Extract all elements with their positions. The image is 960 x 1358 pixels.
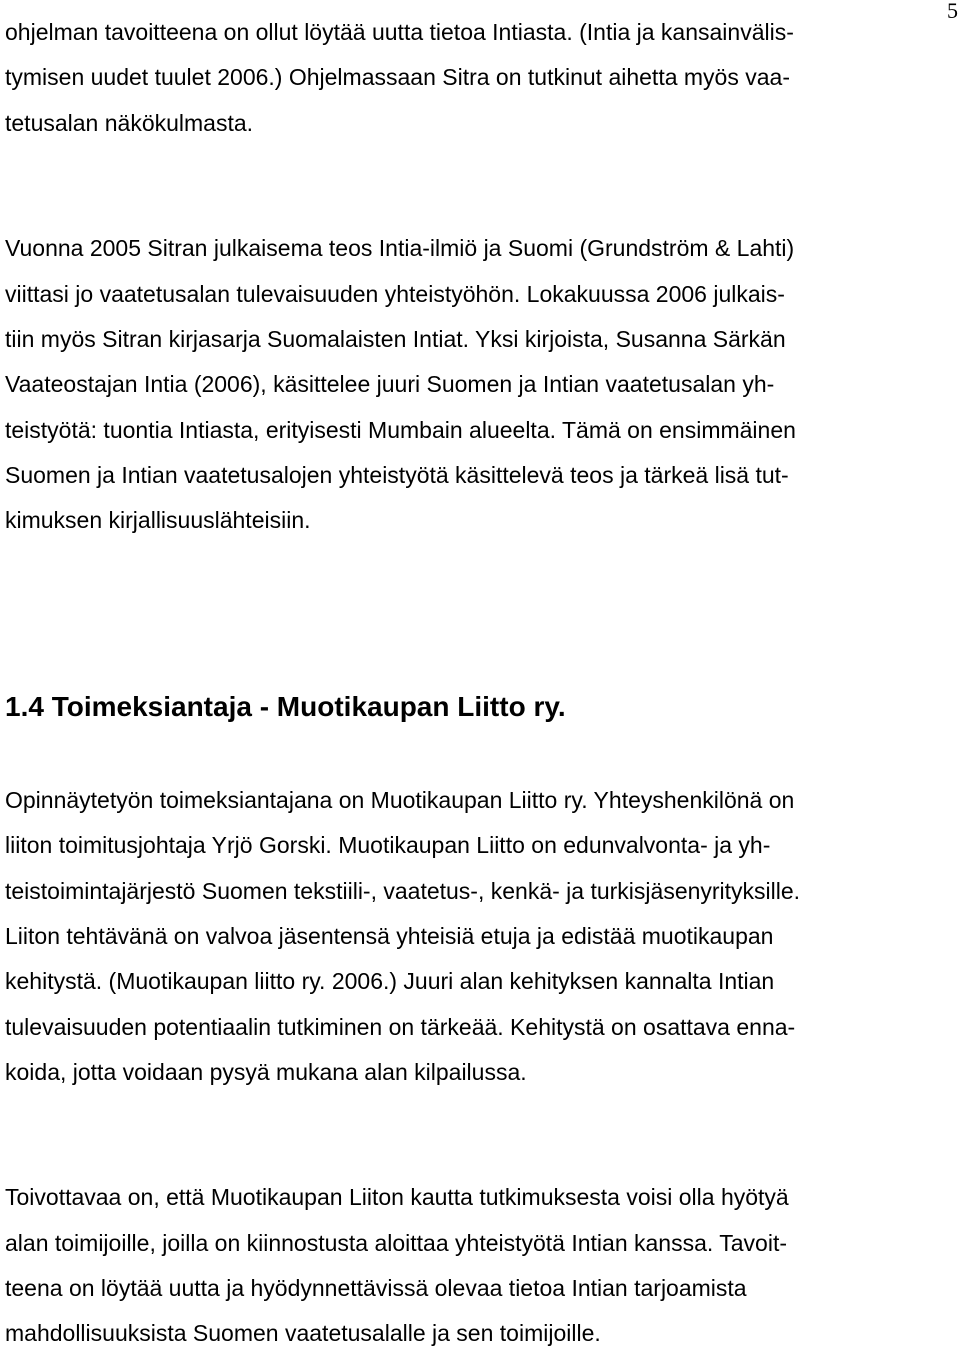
text-line: kehitystä. (Muotikaupan liitto ry. 2006.) Juuri alan kehityksen kannalta Intian: [5, 968, 775, 994]
text-line: alan toimijoille, joilla on kiinnostusta aloittaa yhteistyötä Intian kanssa. Tavoit-: [5, 1230, 787, 1256]
text-line: Suomen ja Intian vaatetusalojen yhteistyötä käsittelevä teos ja tärkeä lisä tut-: [5, 462, 789, 488]
text-line: liiton toimitusjohtaja Yrjö Gorski. Muotikaupan Liitto on edunvalvonta- ja yh-: [5, 832, 771, 858]
page-number: 5: [947, 0, 958, 23]
text-line: Opinnäytetyön toimeksiantajana on Muotikaupan Liitto ry. Yhteyshenkilönä on: [5, 787, 795, 813]
text-line: tymisen uudet tuulet 2006.) Ohjelmassaan Sitra on tutkinut aihetta myös vaa-: [5, 64, 790, 90]
text-line: Vuonna 2005 Sitran julkaisema teos Intia-ilmiö ja Suomi (Grundström & Lahti): [5, 235, 795, 261]
text-line: koida, jotta voidaan pysyä mukana alan kilpailussa.: [5, 1059, 527, 1085]
text-line: tiin myös Sitran kirjasarja Suomalaisten Intiat. Yksi kirjoista, Susanna Särkän: [5, 326, 786, 352]
text-line: tulevaisuuden potentiaalin tutkiminen on tärkeää. Kehitystä on osattava enna-: [5, 1014, 796, 1040]
text-line: kimuksen kirjallisuuslähteisiin.: [5, 507, 311, 533]
text-line: mahdollisuuksista Suomen vaatetusalalle ja sen toimijoille.: [5, 1320, 601, 1346]
text-line: Toivottavaa on, että Muotikaupan Liiton kautta tutkimuksesta voisi olla hyötyä: [5, 1184, 789, 1210]
text-line: teistyötä: tuontia Intiasta, erityisesti Mumbain alueelta. Tämä on ensimmäinen: [5, 417, 796, 443]
text-line: Liiton tehtävänä on valvoa jäsentensä yhteisiä etuja ja edistää muotikaupan: [5, 923, 774, 949]
text-line: teistoimintajärjestö Suomen tekstiili-, vaatetus-, kenkä- ja turkisjäsenyrityksille.: [5, 878, 801, 904]
text-line: ohjelman tavoitteena on ollut löytää uutta tietoa Intiasta. (Intia ja kansainvälis-: [5, 19, 794, 45]
text-line: tetusalan näkökulmasta.: [5, 110, 254, 136]
text-line: viittasi jo vaatetusalan tulevaisuuden yhteistyöhön. Lokakuussa 2006 julkais-: [5, 281, 785, 307]
section-heading: 1.4 Toimeksiantaja - Muotikaupan Liitto ry.: [5, 691, 566, 722]
text-line: teena on löytää uutta ja hyödynnettävissä olevaa tietoa Intian tarjoamista: [5, 1275, 747, 1301]
text-line: Vaateostajan Intia (2006), käsittelee juuri Suomen ja Intian vaatetusalan yh-: [5, 371, 775, 397]
